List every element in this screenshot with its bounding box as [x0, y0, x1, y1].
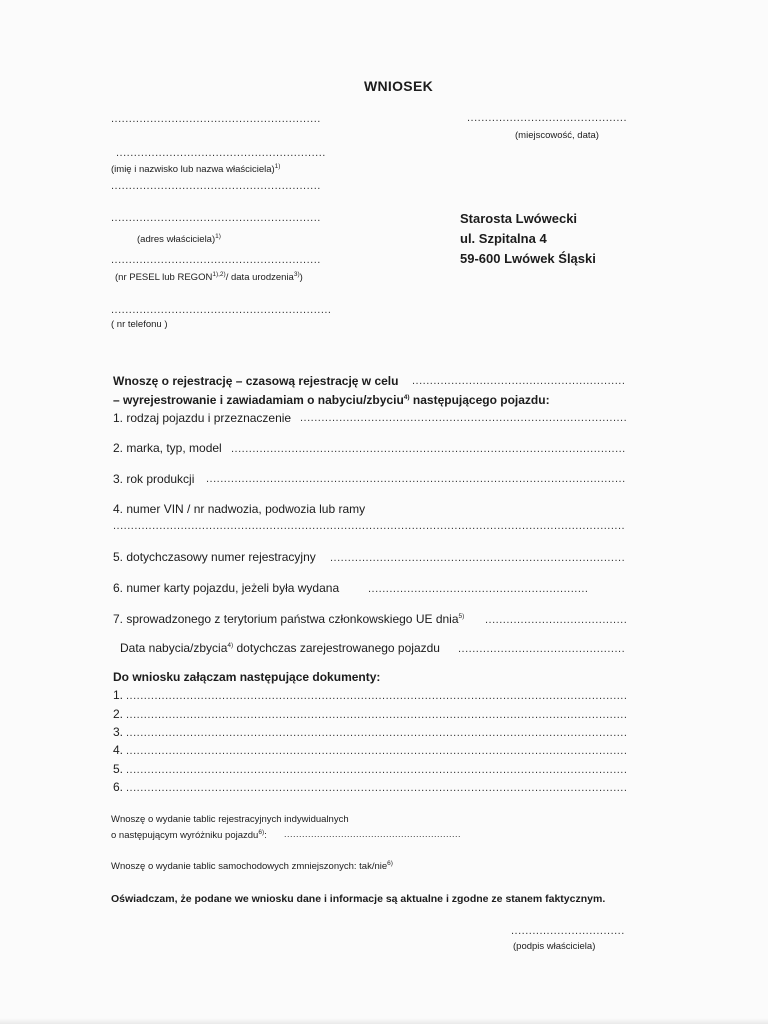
- recipient-address: [460, 209, 596, 269]
- phone-label: ( nr telefonu ): [111, 319, 168, 330]
- attachment-item: 5.: [113, 762, 124, 776]
- pesel-label: (nr PESEL lub $REGON^{1),2)}/$ data urodzenia$^{3)}$): [115, 271, 303, 284]
- pesel-line[interactable]: ...........................................................: [111, 254, 321, 266]
- field-vin: 4. numer VIN / nr nadwozia, podwozia lub ramy: [113, 502, 366, 516]
- attachment-item: 4.: [113, 743, 124, 757]
- signature-label: (podpis właściciela): [513, 941, 596, 952]
- address-line[interactable]: ...........................................................: [111, 212, 321, 224]
- signature-line[interactable]: ................................: [511, 925, 625, 937]
- field-acquisition-date-dots[interactable]: ...............................................: [458, 643, 626, 655]
- recipient-name: Starosta Lwówecki: [460, 211, 578, 226]
- recipient-city: 59-600 Lwówek Śląski: [460, 251, 596, 266]
- field-vin-dots[interactable]: ................................................................................................................................................: [113, 520, 626, 532]
- field-acquisition-date: Data nabycia/zbycia$^{4)}$ dotychczas zarejestrowanego pojazdu: [120, 641, 440, 655]
- reduced-plates: Wnoszę o wydanie tablic samochodowych zmniejszonych: tak/nie$^{6)}$: [111, 860, 393, 873]
- field-production-year-dots[interactable]: ......................................................................................................................: [206, 473, 626, 485]
- attachment-item-dots[interactable]: .............................................................................................................................................: [126, 745, 628, 757]
- field-previous-registration: 5. dotychczasowy numer rejestracyjny: [113, 550, 316, 564]
- field-vehicle-card: 6. numer karty pojazdu, jeżeli była wydana: [113, 581, 340, 595]
- owner-line-1[interactable]: ...........................................................: [111, 113, 321, 125]
- field-eu-import-date-dots[interactable]: ........................................: [485, 614, 628, 626]
- place-date-label: (miejscowość, data): [515, 130, 599, 141]
- field-vehicle-card-dots[interactable]: ..............................................................: [368, 583, 589, 595]
- owner-line-3[interactable]: ...........................................................: [111, 180, 321, 192]
- owner-line-2[interactable]: ...........................................................: [116, 147, 326, 159]
- attachment-item-dots[interactable]: .............................................................................................................................................: [126, 782, 628, 794]
- owner-name-label: (imię i nazwisko lub nazwa właściciela)$^{1)}$: [111, 163, 281, 176]
- request-line-1-dots[interactable]: ............................................................: [412, 375, 626, 387]
- document-title: WNIOSEK: [364, 78, 433, 94]
- owner-address-label: (adres właściciela)$^{1)}$: [137, 233, 221, 246]
- field-vehicle-type-dots[interactable]: ............................................................................................: [300, 412, 628, 424]
- field-eu-import-date: 7. sprowadzonego z terytorium państwa członkowskiego UE dnia$^{5)}$: [113, 612, 465, 626]
- attachment-item-dots[interactable]: .............................................................................................................................................: [126, 727, 628, 739]
- attachment-item-dots[interactable]: .............................................................................................................................................: [126, 709, 628, 721]
- attachment-item: 3.: [113, 725, 124, 739]
- declaration: Oświadczam, że podane we wniosku dane i informacje są aktualne i zgodne ze stanem faktycznym.: [111, 893, 606, 905]
- attachment-item: 6.: [113, 780, 124, 794]
- field-production-year: 3. rok produkcji: [113, 472, 195, 486]
- place-date-line[interactable]: .............................................: [467, 112, 628, 124]
- request-line-2: – wyrejestrowanie i zawiadamiam o nabyciu/zbyciu$^{4)}$ następującego pojazdu:: [113, 393, 550, 407]
- field-previous-registration-dots[interactable]: ...................................................................................: [330, 552, 626, 564]
- field-vehicle-type: 1. rodzaj pojazdu i przeznaczenie: [113, 411, 292, 425]
- individual-plates-line-2: o następującym wyróżniku pojazdu$^{6)}$:: [111, 829, 267, 842]
- field-make-model-dots[interactable]: ...............................................................................................................: [231, 443, 626, 455]
- recipient-street: ul. Szpitalna 4: [460, 231, 547, 246]
- attachment-item: 2.: [113, 707, 124, 721]
- attachment-item: 1.: [113, 688, 124, 702]
- attachment-item-dots[interactable]: .............................................................................................................................................: [126, 690, 628, 702]
- page-bottom-edge: [0, 1018, 768, 1024]
- field-make-model: 2. marka, typ, model: [113, 441, 222, 455]
- individual-plates-dots[interactable]: ...........................................................: [284, 829, 462, 839]
- attachments-heading: Do wniosku załączam następujące dokumenty:: [113, 670, 381, 684]
- request-line-1: Wnoszę o rejestrację – czasową rejestrację w celu: [113, 374, 399, 388]
- phone-line[interactable]: ..............................................................: [111, 304, 332, 316]
- individual-plates-line-1: Wnoszę o wydanie tablic rejestracyjnych indywidualnych: [111, 814, 349, 825]
- attachment-item-dots[interactable]: .............................................................................................................................................: [126, 764, 628, 776]
